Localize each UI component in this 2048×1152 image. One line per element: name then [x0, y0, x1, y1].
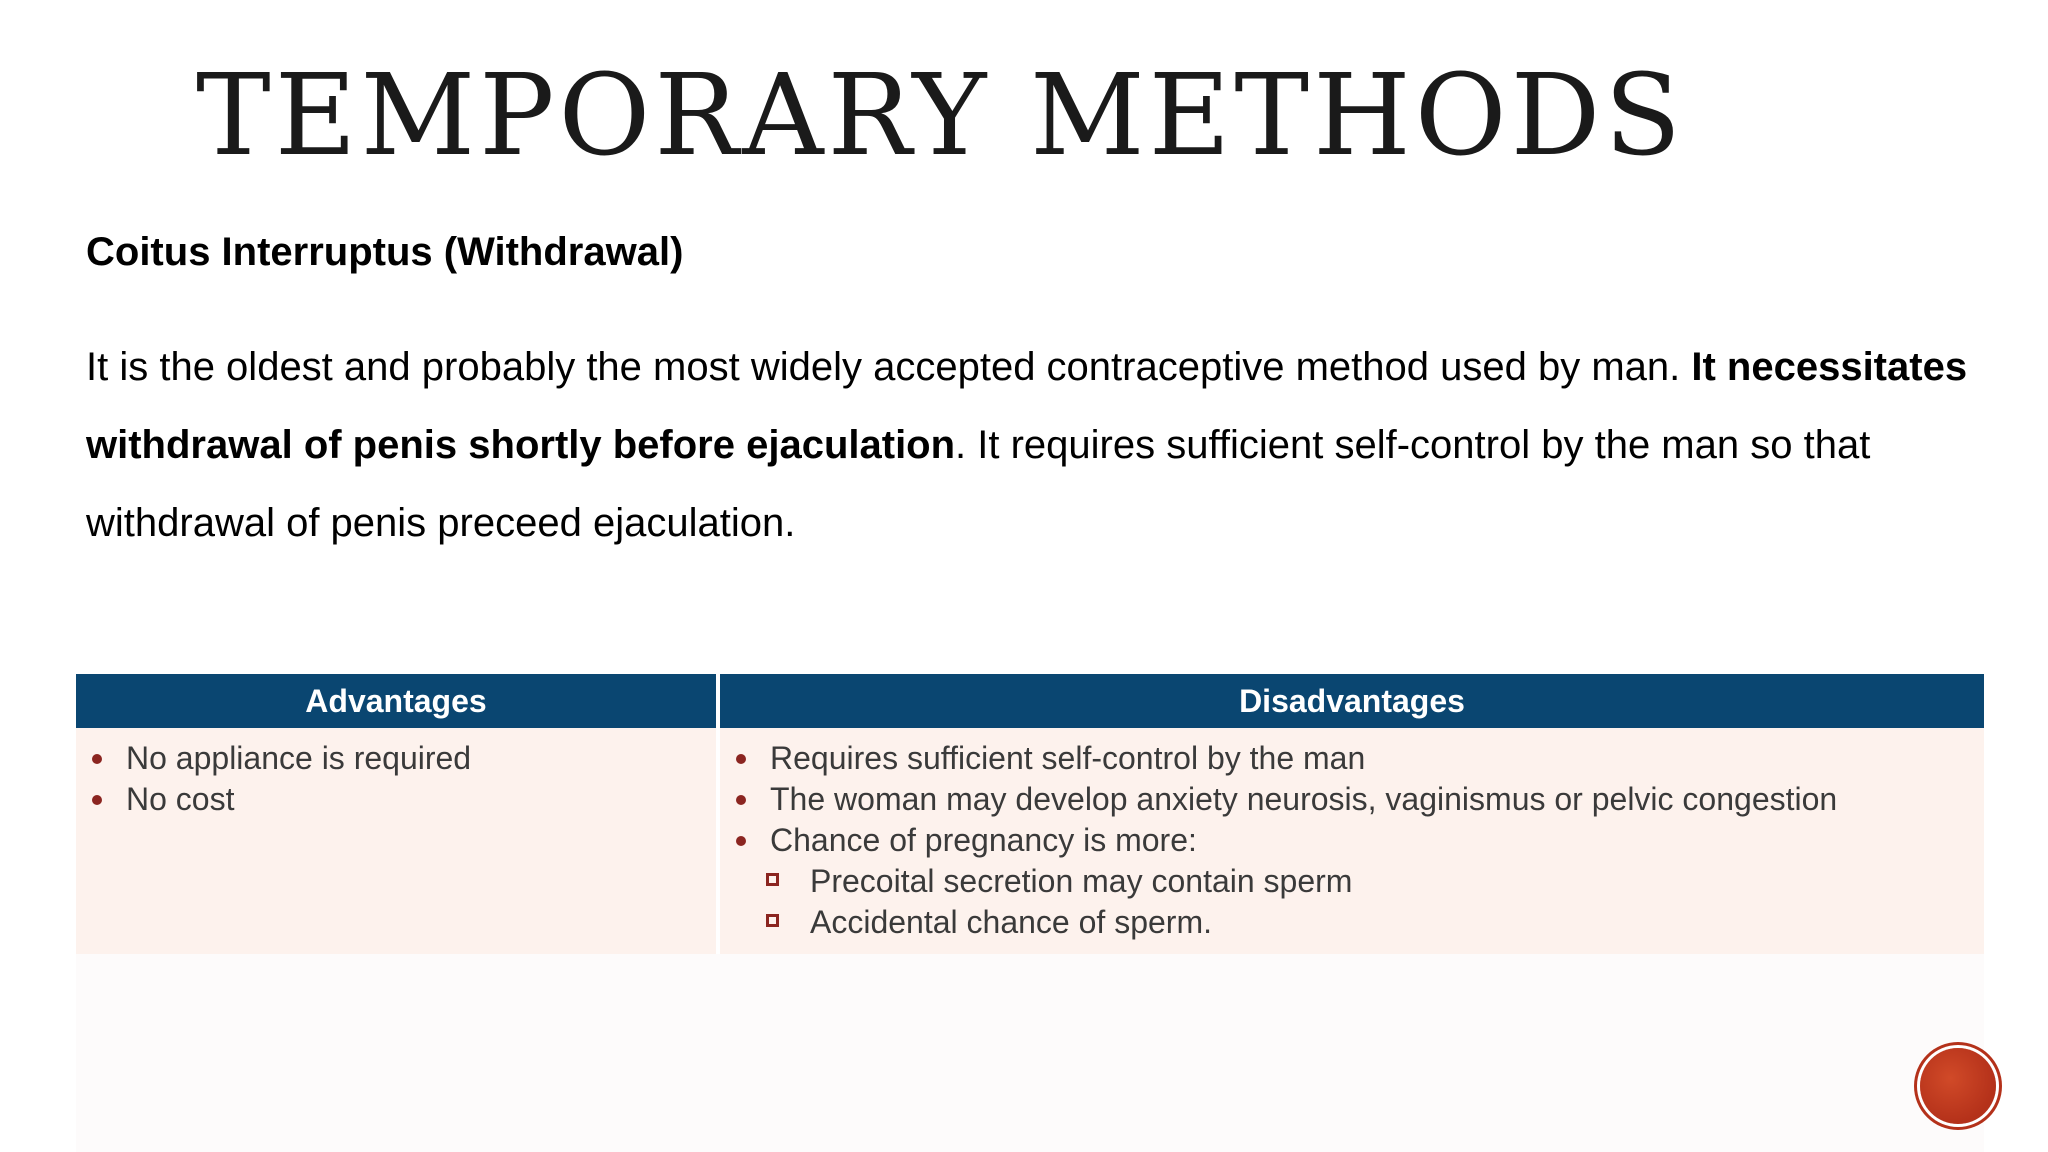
- advantages-list: [76, 738, 716, 820]
- bullet-dot-icon: [736, 754, 746, 764]
- disadvantages-body: [720, 728, 1984, 954]
- bullet-square-icon: [766, 914, 779, 927]
- list-item-text: Requires sufficient self-control by the man: [770, 740, 1366, 776]
- paragraph-bold-text: It necessitates withdrawal of penis shortly before ejaculation: [86, 345, 1968, 467]
- sub-list-item-text: Accidental chance of sperm.: [810, 904, 1212, 940]
- advantages-body: [76, 728, 716, 954]
- bullet-dot-icon: [92, 754, 102, 764]
- bullet-dot-icon: [92, 795, 102, 805]
- paragraph-text-2: . It requires sufficient self-control by the man so that withdrawal of penis preceed ejaculation.: [86, 423, 1871, 545]
- disadvantages-list: [720, 738, 1984, 943]
- slide-nav-circle-icon[interactable]: [1920, 1048, 1996, 1124]
- bullet-dot-icon: [736, 795, 746, 805]
- list-item-text: No appliance is required: [126, 740, 472, 776]
- list-item: [720, 738, 1984, 779]
- sub-list-item-text: Precoital secretion may contain sperm: [810, 863, 1353, 899]
- bullet-square-icon: [766, 873, 779, 886]
- comparison-table: [76, 674, 1984, 954]
- disadvantages-column: [720, 674, 1984, 954]
- table-area: [76, 674, 1984, 1152]
- advantages-column: [76, 674, 716, 954]
- slide-title: TEMPORARY METHODS: [196, 51, 1686, 181]
- list-item: [76, 738, 716, 779]
- paragraph-text-1: It is the oldest and probably the most widely accepted contraceptive method used by man.: [86, 345, 1692, 389]
- advantages-header: Advantages: [76, 674, 716, 728]
- list-item-text: Chance of pregnancy is more:: [770, 822, 1197, 858]
- body-paragraph: [86, 328, 1986, 562]
- section-heading: Coitus Interruptus (Withdrawal): [86, 230, 684, 274]
- list-item: [720, 779, 1984, 820]
- sub-list-item: [720, 902, 1984, 943]
- sub-list-item: [720, 861, 1984, 902]
- disadvantages-header: Disadvantages: [720, 674, 1984, 728]
- list-item: [720, 820, 1984, 861]
- bullet-dot-icon: [736, 836, 746, 846]
- list-item-text: No cost: [126, 781, 235, 817]
- list-item-text: The woman may develop anxiety neurosis, vaginismus or pelvic congestion: [770, 781, 1838, 817]
- list-item: [76, 779, 716, 820]
